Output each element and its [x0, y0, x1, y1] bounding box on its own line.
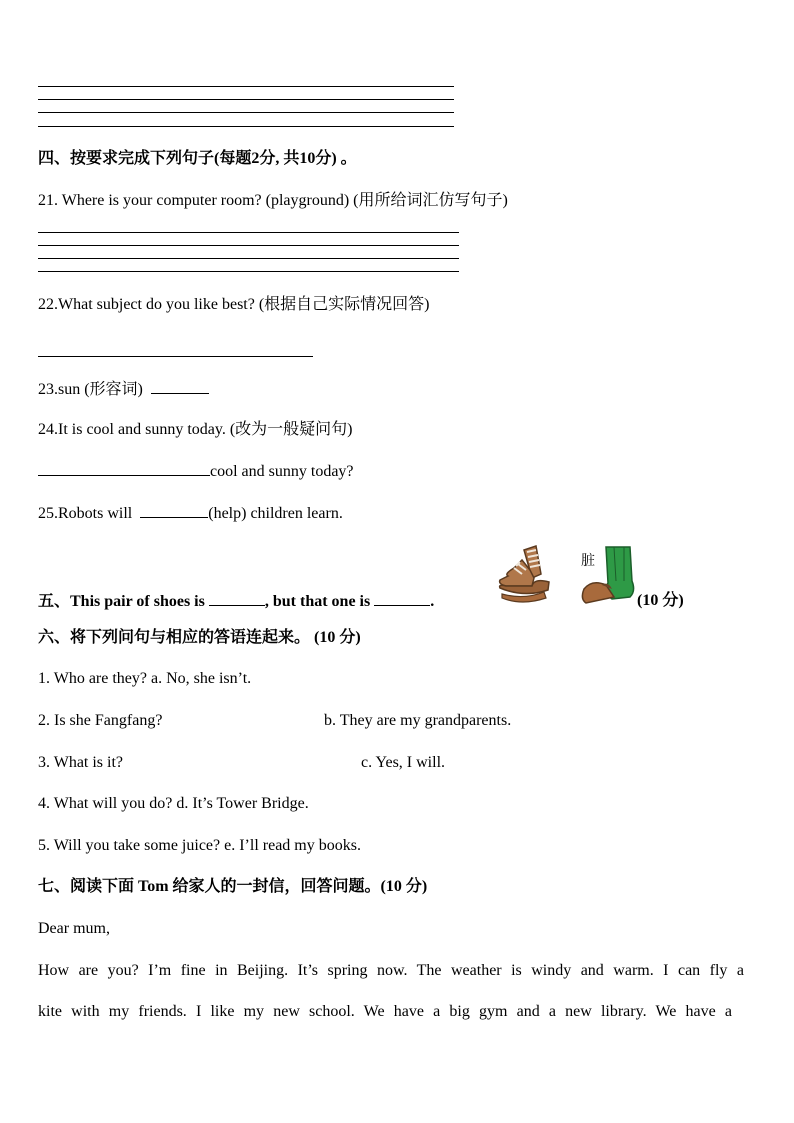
match-answer[interactable]: d. It’s Tower Bridge. [176, 795, 309, 812]
q24-prompt: 24.It is cool and sunny today. (改为一般疑问句) [38, 421, 353, 438]
section5-part2: , but that one is [264, 593, 371, 610]
q25-prompt-end: (help) children learn. [208, 505, 343, 522]
section5-line [38, 591, 434, 612]
q23-line [38, 379, 209, 400]
answer-line[interactable] [38, 86, 454, 87]
q25-line [38, 503, 343, 524]
q25-blank[interactable] [140, 503, 208, 518]
section6-heading: 六、将下列问句与相应的答语连起来。 (10 分) [38, 629, 361, 646]
section5-score: (10 分) [637, 592, 684, 609]
match-question[interactable]: 4. What will you do? [38, 795, 173, 812]
q21-answer-line[interactable] [38, 245, 459, 246]
brown-shoe-icon [494, 540, 552, 608]
q22-answer-line[interactable] [38, 356, 313, 357]
q24-blank[interactable] [38, 461, 210, 476]
boot-label: 脏 [581, 553, 595, 569]
q23-prompt: 23.sun (形容词) [38, 381, 143, 398]
answer-line[interactable] [38, 112, 454, 113]
match-question[interactable]: 3. What is it? [38, 754, 124, 771]
letter-line-2: kite with my friends. I like my new school. We have a big gym and a new library. We have a [38, 1003, 732, 1020]
answer-line[interactable] [38, 126, 454, 127]
q24-answer-line [38, 461, 354, 482]
q23-blank[interactable] [151, 379, 209, 394]
match-answer[interactable]: a. No, she isn’t. [151, 670, 252, 687]
section5-part3: . [430, 593, 435, 610]
section7-heading: 七、阅读下面 Tom 给家人的一封信，回答问题。(10 分) [38, 878, 428, 895]
match-question[interactable]: 5. Will you take some juice? [38, 837, 221, 854]
q22-prompt: 22.What subject do you like best? (根据自己实际情况回答) [38, 296, 430, 313]
q24-answer-tail: cool and sunny today? [210, 463, 354, 480]
letter-line-1: How are you? I’m fine in Beijing. It’s spring now. The weather is windy and warm. I can fly a [38, 962, 744, 979]
answer-line[interactable] [38, 99, 454, 100]
letter-greeting: Dear mum, [38, 920, 110, 937]
match-answer[interactable]: b. They are my grandparents. [324, 712, 512, 729]
q21-answer-line[interactable] [38, 232, 459, 233]
section4-heading: 四、按要求完成下列句子(每题2分, 共10分) 。 [38, 150, 357, 167]
section5-part1: 五、This pair of shoes is [38, 593, 205, 610]
match-question[interactable]: 2. Is she Fangfang? [38, 712, 163, 729]
section5-blank-1[interactable] [209, 591, 265, 606]
q21-prompt: 21. Where is your computer room? (playground) (用所给词汇仿写句子) [38, 192, 508, 209]
match-answer[interactable]: e. I’ll read my books. [224, 837, 361, 854]
q21-answer-line[interactable] [38, 271, 459, 272]
match-row [38, 669, 251, 689]
q21-answer-line[interactable] [38, 258, 459, 259]
section5-blank-2[interactable] [374, 591, 430, 606]
match-row [38, 836, 361, 856]
match-row [38, 794, 309, 814]
q25-prompt-start: 25.Robots will [38, 505, 133, 522]
match-answer[interactable]: c. Yes, I will. [361, 754, 446, 771]
match-question[interactable]: 1. Who are they? [38, 670, 147, 687]
